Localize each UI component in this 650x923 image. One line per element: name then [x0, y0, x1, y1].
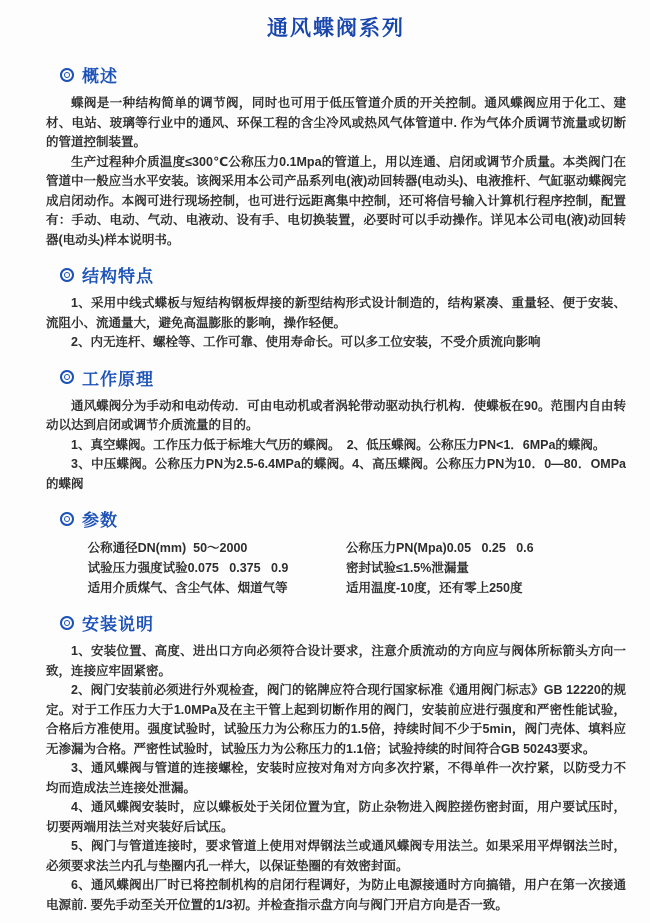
section-heading: 参数: [82, 511, 118, 530]
ring-bullet-icon: [60, 370, 74, 384]
section-working-principle: [46, 365, 626, 495]
feature-item: 1、采用中线式蝶板与短结构钢板焊接的新型结构形式设计制造的，结构紧凑、重量轻、便于安装、流阻小、流通量大，避免高温膨胀的影响，操作轻便。: [46, 296, 626, 330]
section-heading: 概述: [82, 67, 118, 86]
section-principle-header: [60, 365, 626, 390]
section-heading: 结构特点: [82, 267, 154, 286]
parameters-left-column: [88, 538, 346, 598]
section-structure-header: [60, 262, 626, 287]
param-temperature-range: 适用温度-10度，还有零上250度: [346, 581, 523, 595]
ring-bullet-icon: [60, 68, 74, 82]
install-step: 6、通风蝶阀出厂时已将控制机构的启闭行程调好，为防止电源接通时方向搞错，用户在第一次接通电源前. 要先手动至关开位置的1/3初。并检查指示盘方向与阀门开启方向是否一致。: [46, 878, 626, 912]
ring-bullet-icon: [60, 268, 74, 282]
parameters-table: [46, 538, 626, 598]
install-step: 5、阀门与管道连接时，要求管道上使用对焊钢法兰或通风蝶阀专用法兰。如果采用平焊钢法兰时，必须要求法兰内孔与垫圈内孔一样大，以保证垫圈的有效密封面。: [46, 839, 626, 873]
parameters-right-column: [346, 538, 626, 598]
install-step: 2、阀门安装前必须进行外观检查，阀门的铭牌应符合现行国家标准《通用阀门标志》GB 12220的规定。对于工作压力大于1.0MPa及在主干管上起到切断作用的阀门，安装前应进行强度和严密性能试验，合格后方准使用。强度试验时，试验压力为公称压力的1.5倍，持续时间不少于5min，阀门壳体、填料应无渗漏为合格。严密性试验时，试验压力为公称压力的1.1倍；试验持续的时间符合GB 50243要求。: [46, 683, 626, 756]
param-seal-test: 密封试验≤1.5%泄漏量: [346, 561, 469, 575]
install-step: 1、安装位置、高度、进出口方向必须符合设计要求，注意介质流动的方向应与阀体所标箭头方向一致，连接应牢固紧密。: [46, 644, 626, 678]
overview-paragraph: 生产过程种介质温度≤300℃公称压力0.1Mpa的管道上，用以连通、启闭或调节介质量。本类阀门在管道中一般应当水平安装。该阀采用本公司产品系列电(液)动回转器(电动头)、电液推杆、气缸驱动蝶阀完成启闭动作。本阀可进行现场控制，也可进行远距离集中控制，还可将信号输入计算机行程序控制，配置有：手动、电动、气动、电液动、设有手、电切换装置，必要时可以手动操作。详见本公司电(液)动回转器(电动头)样本说明书。: [46, 154, 626, 247]
section-heading: 工作原理: [82, 369, 154, 389]
ring-bullet-icon: [60, 512, 74, 526]
param-nominal-diameter: 公称通径DN(mm) 50～2000: [87, 541, 248, 555]
param-applicable-media: 适用介质煤气、含尘气体、烟道气等: [87, 581, 288, 595]
principle-item: 3、中压蝶阀。公称压力PN为2.5-6.4MPa的蝶阀。4、高压蝶阀。公称压力PN为10．0—80．OMPa的蝶阀: [46, 457, 626, 491]
ring-bullet-icon: [60, 616, 74, 630]
param-test-pressure: 试验压力强度试验0.075 0.375 0.9: [87, 561, 289, 575]
section-parameters: [46, 506, 626, 598]
section-parameters-header: [60, 506, 626, 531]
overview-paragraph: 蝶阀是一种结构简单的调节阀，同时也可用于低压管道介质的开关控制。通风蝶阀应用于化工、建材、电站、玻璃等行业中的通风、环保工程的含尘冷风或热风气体管道中. 作为气体介质调节流量或切断的管道控制装置。: [46, 96, 626, 149]
section-overview-header: [60, 62, 626, 87]
section-overview: [46, 62, 626, 250]
page-title: 通风蝶阀系列: [267, 17, 405, 40]
section-installation: [46, 610, 626, 915]
section-structure-features: [46, 262, 626, 353]
install-step: 4、通风蝶阀安装时，应以蝶板处于关闭位置为宜，防止杂物进入阀腔搓伤密封面，用户要试压时，切要两端用法兰对夹装好后试压。: [46, 800, 626, 834]
principle-item: 1、真空蝶阀。工作压力低于标堆大气历的蝶阀。 2、低压蝶阀。公称压力PN<1．6MPa的蝶阀。: [71, 437, 606, 452]
section-heading: 安装说明: [82, 615, 154, 634]
section-installation-header: [60, 610, 626, 635]
param-nominal-pressure: 公称压力PN(Mpa)0.05 0.25 0.6: [346, 541, 534, 555]
principle-paragraph: 通风蝶阀分为手动和电动传动．可由电动机或者涡轮带动驱动执行机构．使蝶板在90。范围内自由转动以达到启闭或调节介质流量的目的。: [46, 398, 626, 432]
feature-item: 2、内无连杆、螺栓等、工作可靠、使用寿命长。可以多工位安装，不受介质流向影响: [71, 335, 541, 349]
install-step: 3、通风蝶阀与管道的连接螺栓，安装时应按对角对方向多次拧紧，不得单件一次拧紧，以防受力不均而造成法兰连接处泄漏。: [46, 761, 626, 795]
